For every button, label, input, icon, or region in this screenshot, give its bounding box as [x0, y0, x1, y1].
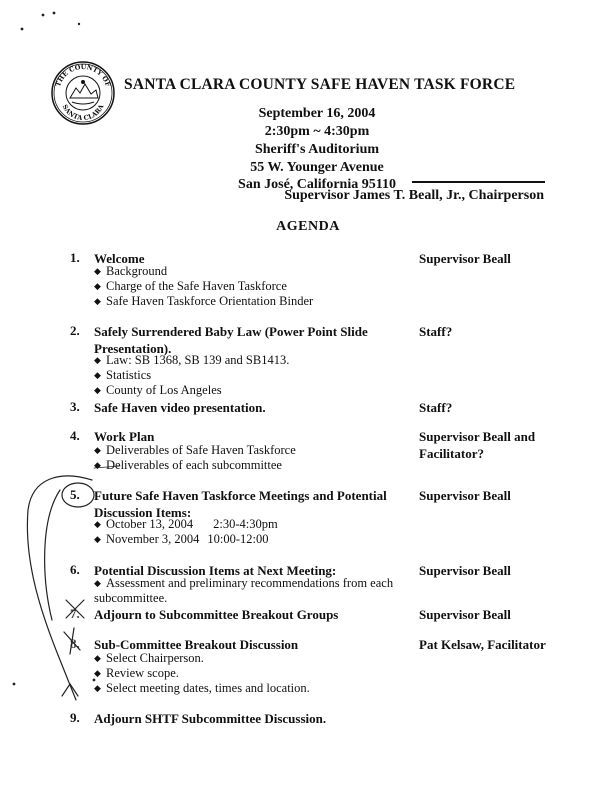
item-presenter: Supervisor Beall and Facilitator?: [419, 429, 536, 461]
meeting-city: San José, California 95110: [222, 177, 412, 193]
item-number: 5.: [70, 487, 80, 502]
item-number: 1.: [70, 250, 80, 265]
bullet-icon: ◆: [94, 370, 101, 380]
item-title: Potential Discussion Items at Next Meeting:: [94, 563, 337, 578]
bullet-icon: ◆: [94, 653, 101, 663]
meeting-date: September 16, 2004: [258, 106, 376, 121]
list-item: ◆ November 3, 2004 10:00-12:00: [94, 532, 269, 546]
item-presenter: Pat Kelsaw, Facilitator: [419, 637, 546, 652]
org-title: SANTA CLARA COUNTY SAFE HAVEN TASK FORCE: [124, 76, 516, 93]
item-number: 6.: [70, 562, 80, 577]
item-title: Adjourn to Subcommittee Breakout Groups: [94, 607, 339, 622]
list-item: ◆ Assessment and preliminary recommendations from each subcommittee.: [94, 576, 394, 605]
bullet-icon: ◆: [94, 668, 101, 678]
list-item: ◆ October 13, 2004 2:30-4:30pm: [94, 517, 278, 531]
bullet-icon: ◆: [94, 355, 101, 365]
list-item: ◆ Charge of the Safe Haven Taskforce: [94, 279, 287, 293]
bullet-icon: ◆: [94, 445, 101, 455]
item-title: Sub-Committee Breakout Discussion: [94, 637, 299, 652]
meeting-venue: Sheriff's Auditorium: [254, 142, 380, 157]
meeting-time: 2:30pm ~ 4:30pm: [264, 124, 370, 139]
chairperson: Supervisor James T. Beall, Jr., Chairperson: [284, 188, 544, 203]
item-presenter: Supervisor Beall: [419, 488, 511, 503]
item-number: 7.: [70, 606, 80, 621]
item-presenter: Supervisor Beall: [419, 607, 511, 622]
list-item: ◆ Law: SB 1368, SB 139 and SB1413.: [94, 353, 290, 367]
bullet-icon: ◆: [94, 519, 101, 529]
header-rule: [412, 181, 545, 183]
bullet-icon: ◆: [94, 460, 101, 470]
list-item: ◆ Review scope.: [94, 666, 179, 680]
meeting-address: 55 W. Younger Avenue: [250, 160, 384, 175]
bullet-icon: ◆: [94, 578, 101, 588]
item-title: Adjourn SHTF Subcommittee Discussion.: [94, 711, 327, 726]
list-item: ◆ County of Los Angeles: [94, 383, 222, 397]
svg-text:SANTA CLARA: SANTA CLARA: [60, 103, 106, 123]
bullet-icon: ◆: [94, 534, 101, 544]
item-title: Future Safe Haven Taskforce Meetings and Potential Discussion Items:: [94, 488, 387, 520]
item-title: Welcome: [94, 251, 145, 266]
bracket-mark-icon: [27, 476, 92, 700]
list-item: ◆ Select Chairperson.: [94, 651, 204, 665]
list-item: ◆ Background: [94, 264, 168, 278]
item-presenter: Supervisor Beall: [419, 563, 511, 578]
item-number: 2.: [70, 323, 80, 338]
item-title: Safe Haven video presentation.: [94, 400, 266, 415]
item-presenter: Staff?: [419, 324, 453, 339]
list-item: ◆ Deliverables of Safe Haven Taskforce: [94, 443, 296, 457]
item-number: 3.: [70, 399, 80, 414]
item-presenter: Supervisor Beall: [419, 251, 511, 266]
county-seal-logo: [50, 60, 116, 126]
bullet-icon: ◆: [94, 385, 101, 395]
item-number: 4.: [70, 428, 80, 443]
agenda-title: AGENDA: [276, 219, 340, 234]
list-item: ◆ Statistics: [94, 368, 152, 382]
item-number: 8.: [70, 636, 80, 651]
item-number: 9.: [70, 710, 80, 725]
bullet-icon: ◆: [94, 296, 101, 306]
bullet-icon: ◆: [94, 683, 101, 693]
item-title: Safely Surrendered Baby Law (Power Point Slide Presentation).: [94, 324, 368, 356]
list-item: ◆ Deliverables of each subcommittee: [94, 458, 282, 472]
bullet-icon: ◆: [94, 266, 101, 276]
svg-text:THE COUNTY OF: THE COUNTY OF: [54, 62, 112, 88]
item-presenter: Staff?: [419, 400, 453, 415]
list-item: ◆ Safe Haven Taskforce Orientation Binder: [94, 294, 314, 308]
list-item: ◆ Select meeting dates, times and location.: [94, 681, 310, 695]
arrowhead-icon: [62, 684, 78, 696]
item-title: Work Plan: [94, 429, 155, 444]
bullet-icon: ◆: [94, 281, 101, 291]
